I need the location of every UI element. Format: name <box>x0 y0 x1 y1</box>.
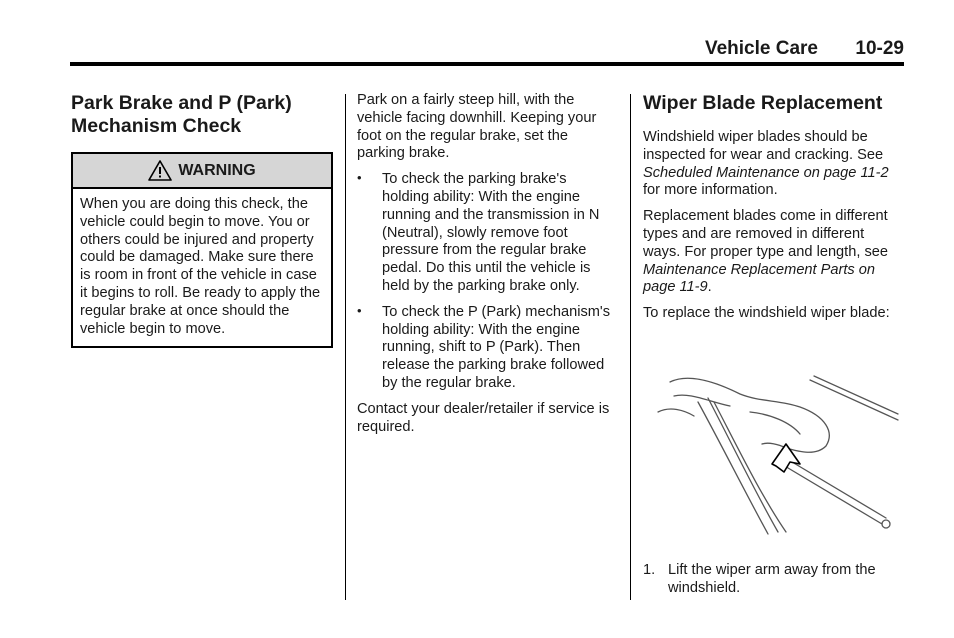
cross-reference-link: Scheduled Maintenance on page 11-2 <box>643 164 889 181</box>
list-item-text: To check the parking brake's holding ability: With the engine running and the transmission in N (Neutral), slowly remove foot pressure from the regular brake pedal. Do this until the vehicle is held by the parking brake only. <box>382 171 600 294</box>
column-divider-2 <box>630 94 631 600</box>
step-1 <box>643 562 905 598</box>
cross-reference-link: Maintenance Replacement Parts on page 11-9 <box>643 261 876 296</box>
check-list <box>357 171 617 393</box>
warning-title: WARNING <box>178 161 256 179</box>
step-number: 1. <box>643 562 656 578</box>
bullet-icon: • <box>357 302 362 318</box>
step-text: Lift the wiper arm away from the windshield. <box>668 562 876 596</box>
list-item <box>357 171 617 296</box>
page-number: 10-29 <box>855 38 904 59</box>
column-divider-1 <box>345 94 346 600</box>
column-2 <box>357 92 617 444</box>
section-title: Vehicle Care <box>704 38 818 59</box>
outro-paragraph: Contact your dealer/retailer if service is required. <box>357 400 610 435</box>
wiper-blade-illustration <box>650 372 900 542</box>
bullet-icon: • <box>357 170 362 186</box>
warning-triangle-icon <box>148 160 172 181</box>
header-rule <box>70 62 904 66</box>
warning-text: When you are doing this check, the vehicle could begin to move. You or others could be injured and property could be damaged. Make sure there is room in front of the vehicle in case it begins to roll. Be ready to apply the regular brake at once should the vehicle begin to move. <box>80 196 321 337</box>
page-header <box>70 38 904 62</box>
wiper-paragraph-2: Replacement blades come in different types and are removed in different ways. For proper type and length, see Maintenance Replacement Parts on page 11-9. <box>643 208 888 296</box>
wiper-paragraph-3: To replace the windshield wiper blade: <box>643 305 890 322</box>
section-heading-park-brake: Park Brake and P (Park) Mechanism Check <box>71 92 292 137</box>
list-item <box>357 304 617 393</box>
section-heading-wiper: Wiper Blade Replacement <box>643 92 883 114</box>
column-1 <box>71 92 333 348</box>
column-3 <box>643 92 905 331</box>
warning-header <box>73 154 331 189</box>
intro-paragraph: Park on a fairly steep hill, with the vehicle facing downhill. Keeping your foot on the regular brake, set the parking brake. <box>357 92 597 162</box>
warning-box <box>71 152 333 348</box>
list-item-text: To check the P (Park) mechanism's holding ability: With the engine running, shift to P (Park). Then release the parking brake followed by the regular brake. <box>382 303 610 391</box>
wiper-paragraph-1: Windshield wiper blades should be inspected for wear and cracking. See Scheduled Maintenance on page 11-2 for more information. <box>643 129 889 199</box>
